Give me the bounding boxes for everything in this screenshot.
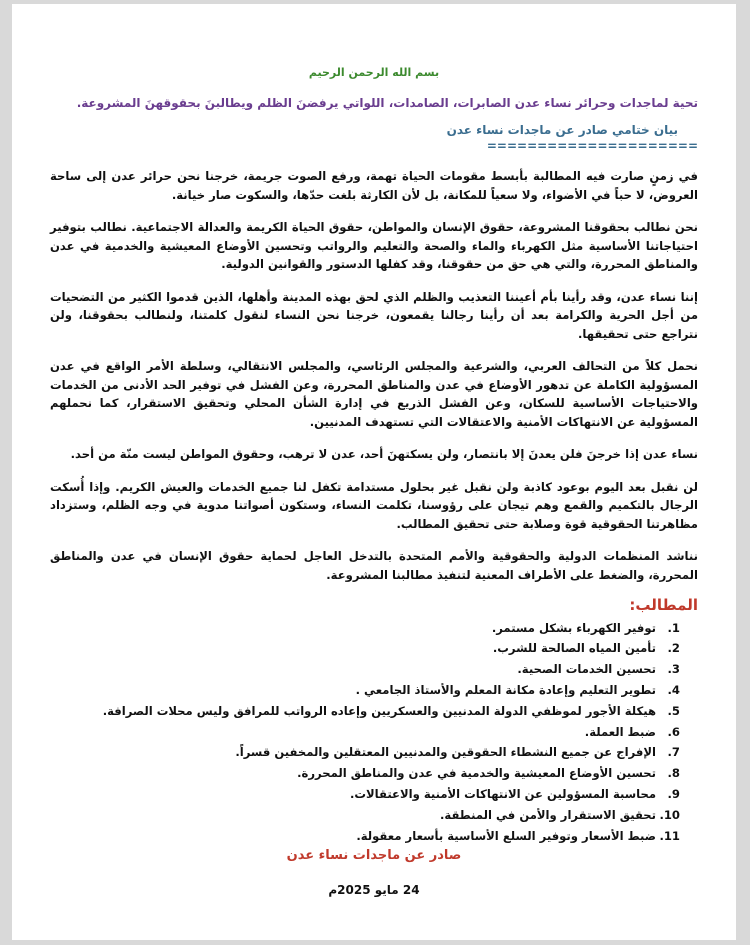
list-text: تطوير التعليم وإعادة مكانة المعلم والأستاذ الجامعي . bbox=[355, 682, 656, 697]
list-number: 2. bbox=[667, 641, 680, 656]
title-underline-rule: ===================== bbox=[486, 139, 698, 153]
paragraph-6: لن نقبل بعد اليوم بوعود كاذبة ولن نقبل غير بحلول مستدامة تكفل لنا جميع الخدمات والعيش الكريم. وإذا أُسكت الرجال بالتكميم والقمع وهم تيجان على رؤوسنا، تكلمت النساء، وستكون أصواتنا مدوية في وجه الظلم، وستزداد مظاهرتنا الحقوقية قوة وصلابة حتى تحقيق المطالب. bbox=[50, 479, 698, 531]
list-item bbox=[50, 618, 680, 639]
paragraph-2: نحن نطالب بحقوقنا المشروعة، حقوق الإنسان والمواطن، حقوق الحياة الكريمة والعدالة الاجتماعية. نطالب بتوفير احتياجاتنا الأساسية مثل الكهرباء والماء والصحة والتعليم والرواتب وتحسين الأوضاع المعيشية والخدمية في عدن والمناطق المحررة، والتي هي حق من حقوقنا، وقد كفلها الدستور والقوانين الدولية. bbox=[50, 220, 698, 271]
bismillah-heading: بسم الله الرحمن الرحيم bbox=[308, 66, 440, 79]
list-item bbox=[50, 659, 680, 680]
list-item bbox=[50, 680, 680, 701]
list-number: 6. bbox=[667, 724, 680, 739]
list-number: 5. bbox=[667, 703, 680, 718]
paragraph-1: في زمنٍ صارت فيه المطالبة بأبسط مقومات الحياة تهمة، ورفع الصوت جريمة، خرجنا نحن حرائر عدن إلى ساحة العروض، لا حباً في الأضواء، ولا سعياً للمكانة، بل لأن الكارثة بلغت حدّها، والسكوت صار خيانة. bbox=[50, 169, 698, 202]
paragraph-5: نساء عدن إذا خرجنَ فلن يعدنَ إلا بانتصار، ولن يسكتهنَ أحد، عدن لا ترهب، وحقوق المواطن ليست منّة من أحد. bbox=[70, 447, 698, 461]
list-number: 1. bbox=[667, 620, 680, 635]
list-item bbox=[50, 805, 680, 826]
list-text: توفير الكهرباء بشكل مستمر. bbox=[491, 620, 656, 635]
list-number: 3. bbox=[667, 662, 680, 677]
paragraph-4: نحمل كلاً من التحالف العربي، والشرعية والمجلس الرئاسي، والمجلس الانتقالي، وسلطة الأمر الواقع في عدن المسؤولية الكاملة عن تدهور الأوضاع في عدن والمناطق المحررة، وعن الفشل في توفير الحد الأدنى من الخدمات والاحتياجات الأساسية للسكان، وعن الفشل الذريع في إدارة الشأن المحلي وتحقيق الاستقرار، كما نحملهم المسؤولية عن الانتهاكات الأمنية والاعتقالات التي تستهدف المدنيين. bbox=[50, 359, 698, 429]
list-item bbox=[50, 701, 680, 722]
list-text: الإفراج عن جميع النشطاء الحقوقين والمدنيين المعتقلين والمخفين قسراً. bbox=[235, 745, 656, 760]
list-text: تحسين الخدمات الصحية. bbox=[517, 662, 656, 677]
list-number: 10. bbox=[659, 807, 680, 822]
signature-line: صادر عن ماجدات نساء عدن bbox=[286, 848, 462, 864]
demands-heading: المطالب: bbox=[629, 595, 698, 614]
paragraph-3: إننا نساء عدن، وقد رأينا بأم أعيننا التعذيب والظلم الذي لحق بهذه المدينة وأهلها، الذين قدموا الكثير من التضحيات من أجل الحرية والكرامة بعد أن رأينا رجالنا يقمعون، خرجنا نحن النساء لنقول كلمتنا، ولنطالب بحقوقنا، ولن نتراجع حتى تحقيقها. bbox=[50, 289, 698, 341]
list-text: ضبط الأسعار وتوفير السلع الأساسية بأسعار معقولة. bbox=[356, 828, 656, 843]
list-text: تأمين المياه الصالحة للشرب. bbox=[492, 641, 656, 656]
list-number: 8. bbox=[667, 766, 680, 781]
paragraph-7: نناشد المنظمات الدولية والحقوقية والأمم المتحدة بالتدخل العاجل لحماية حقوق الإنسان في عدن والمناطق المحررة، والضغط على الأطراف المعنية لتنفيذ مطالبنا المشروعة. bbox=[50, 549, 698, 582]
list-item bbox=[50, 784, 680, 805]
demands-list bbox=[50, 618, 698, 847]
list-number: 11. bbox=[659, 828, 680, 843]
list-item bbox=[50, 826, 680, 847]
document-page bbox=[12, 4, 736, 940]
list-number: 7. bbox=[667, 745, 680, 760]
list-text: تحقيق الاستقرار والأمن في المنطقة. bbox=[440, 807, 656, 822]
list-item bbox=[50, 638, 680, 659]
list-number: 4. bbox=[667, 682, 680, 697]
list-item bbox=[50, 742, 680, 763]
document-date: 24 مايو 2025م bbox=[328, 883, 420, 898]
greeting-line: تحية لماجدات وحرائر نساء عدن الصابرات، الصامدات، اللواتي يرفضنَ الظلم ويطالبنَ بحقوقهنَ المشروعة. bbox=[76, 96, 698, 110]
list-item bbox=[50, 722, 680, 743]
list-text: تحسين الأوضاع المعيشية والخدمية في عدن والمناطق المحررة. bbox=[297, 766, 656, 781]
list-item bbox=[50, 763, 680, 784]
list-text: ضبط العملة. bbox=[584, 724, 656, 739]
list-text: هيكلة الأجور لموظفي الدولة المدنيين والعسكريين وإعاده الرواتب للمرافق وليس محلات الصرافة. bbox=[102, 703, 656, 718]
list-number: 9. bbox=[667, 786, 680, 801]
statement-title: بيان ختامي صادر عن ماجدات نساء عدن bbox=[446, 123, 678, 137]
list-text: محاسبة المسؤولين عن الانتهاكات الأمنية والاعتقالات. bbox=[349, 786, 656, 801]
